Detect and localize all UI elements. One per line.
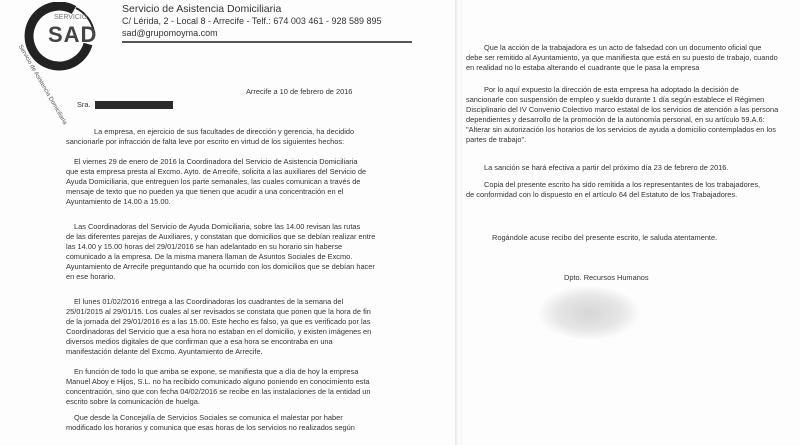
company-email: sad@grupomoyma.com [122,28,218,38]
body-line: dependientes y desarrollo de la promoción de la autonomía personal, en su artículo 59.A.6: [466,115,765,124]
body-line: en ese horario. [66,272,116,281]
body-line: Ayuda Domiciliaria, que entreguen los parte semanales, las cuales comunican a través de [66,177,361,186]
body-line: Ayuntamiento de 14.00 a 15.00. [66,197,171,206]
body-line: mensaje de texto que no pueden ya que tienen que acudir a una concentración en el [66,187,344,196]
body-line: Que la acción de la trabajadora es un acto de falsedad con un documento oficial que [484,43,762,52]
body-line: Coordinadoras del Servicio que a esa hora no estaban en el domicilio, y existen imágenes en [66,327,372,336]
body-line: de la jornada del 29/01/2016 es a las 15.00. Este hecho es falso, ya que es verificado por las [66,317,371,326]
body-line: concentración, sino que con fecha 04/02/2016 se recibe en las instalaciones de la entidad un [66,387,371,396]
body-line: partes de trabajo". [466,135,527,144]
company-name: Servicio de Asistencia Domiciliaria [122,3,282,15]
body-line: Ayuntamiento de Arrecife preguntando que ha ocurrido con los domicilios que se debían hacer [66,262,375,271]
body-line: de conformidad con lo dispuesto en el artículo 64 del Estatuto de los Trabajadores. [466,190,738,199]
header-rule [122,41,412,43]
body-line: las 14.00 y 15.00 horas del 29/01/2016 se han adelantado en su horario sin haberse [66,242,343,251]
body-line: comunicado a la empresa. De la misma manera llaman de Asuntos Sociales de Excmo. [66,252,353,261]
logo-arc-text: Servicio de Asistencia Domiciliaria [16,44,68,126]
body-line: Rogándole acuse recibo del presente escrito, le saluda atentamente. [492,233,718,242]
logo-caption: SERVICIO [54,14,88,21]
body-line: La sanción se hará efectiva a partir del próximo día 23 de febrero de 2016. [484,163,729,172]
body-line: La empresa, en ejercicio de sus facultades de dirección y gerencia, ha decidido [94,127,355,136]
body-line: Copia del presente escrito ha sido remitida a los representantes de los trabajadores, [484,180,761,189]
salutation-text: Sra. [77,100,91,109]
logo-wordmark: SAD [48,22,98,47]
body-line: modificado los horarios y comunica que esas horas de los servicios no realizados según [66,423,355,432]
body-line: debe ser remitido al Ayuntamiento, ya que manifiesta que está en su puesto de trabajo, cuando [466,53,778,62]
body-line: sancionarle con suspensión de empleo y sueldo durante 1 día según establece el Régimen [466,95,765,104]
company-address: C/ Lérida, 2 - Local 8 - Arrecife - Telf.: 674 003 461 - 928 589 895 [122,16,382,26]
body-line: Manuel Aboy e Hijos, S.L. no ha recibido comunicado alguno poniendo en conocimiento esta [66,377,370,386]
body-line: Por lo aquí expuesto la dirección de esta empresa ha adoptado la decisión de [484,85,739,94]
body-line: El lunes 01/02/2016 entrega a las Coordinadoras los cuadrantes de la semana del [74,297,344,306]
letter-date: Arrecife a 10 de febrero de 2016 [246,87,353,96]
blurred-signature [538,286,640,340]
right-page [462,0,800,445]
body-line: "Alterar sin autorización los horarios de los servicios de ayuda a domicilio contemplados en los [466,125,776,134]
body-line: En función de todo lo que arriba se expone, se manifiesta que a día de hoy la empresa [74,367,359,376]
department: Dpto. Recursos Humanos [564,273,649,282]
body-line: Que desde la Concejalía de Servicios Sociales se comunica el malestar por haber [74,413,343,422]
body-line: manifestación delante del Excmo. Ayuntamiento de Arrecife. [66,347,263,356]
salutation [77,100,173,110]
body-line: de las diferentes parejas de Auxiliares, y constatan que domicilios que se debían realizar entre [66,232,376,241]
body-line: 25/01/2015 al 29/01/15. Los cuales al ser revisados se constata que ponen que la hora de fin [66,307,371,316]
page-fold [455,0,462,445]
body-line: en realidad no lo estaba alterando el cuadrante que le pasa la empresa [466,63,700,72]
body-line: sancionarle por infracción de falta leve por escrito en virtud de los siguientes hechos: [66,137,345,146]
body-line: El viernes 29 de enero de 2016 la Coordinadora del Servicio de Asistencia Domiciliaria [74,157,358,166]
body-line: Las Coordinadoras del Servicio de Ayuda Domiciliaria, sobre las 14.00 revisan las rutas [74,222,361,231]
body-line: que esta empresa presta al Excmo. Ayto. de Arrecife, solicita a las auxiliares del Servicio de [66,167,367,176]
body-line: Disciplinario del IV Convenio Colectivo marco estatal de los servicios de atención a las persona [466,105,779,114]
redacted-name [95,101,173,109]
body-line: diversos medios digitales de que confirman que a esa hora se encontraba en una [66,337,333,346]
body-line: escrito sobre la comunicación de huelga. [66,397,200,406]
